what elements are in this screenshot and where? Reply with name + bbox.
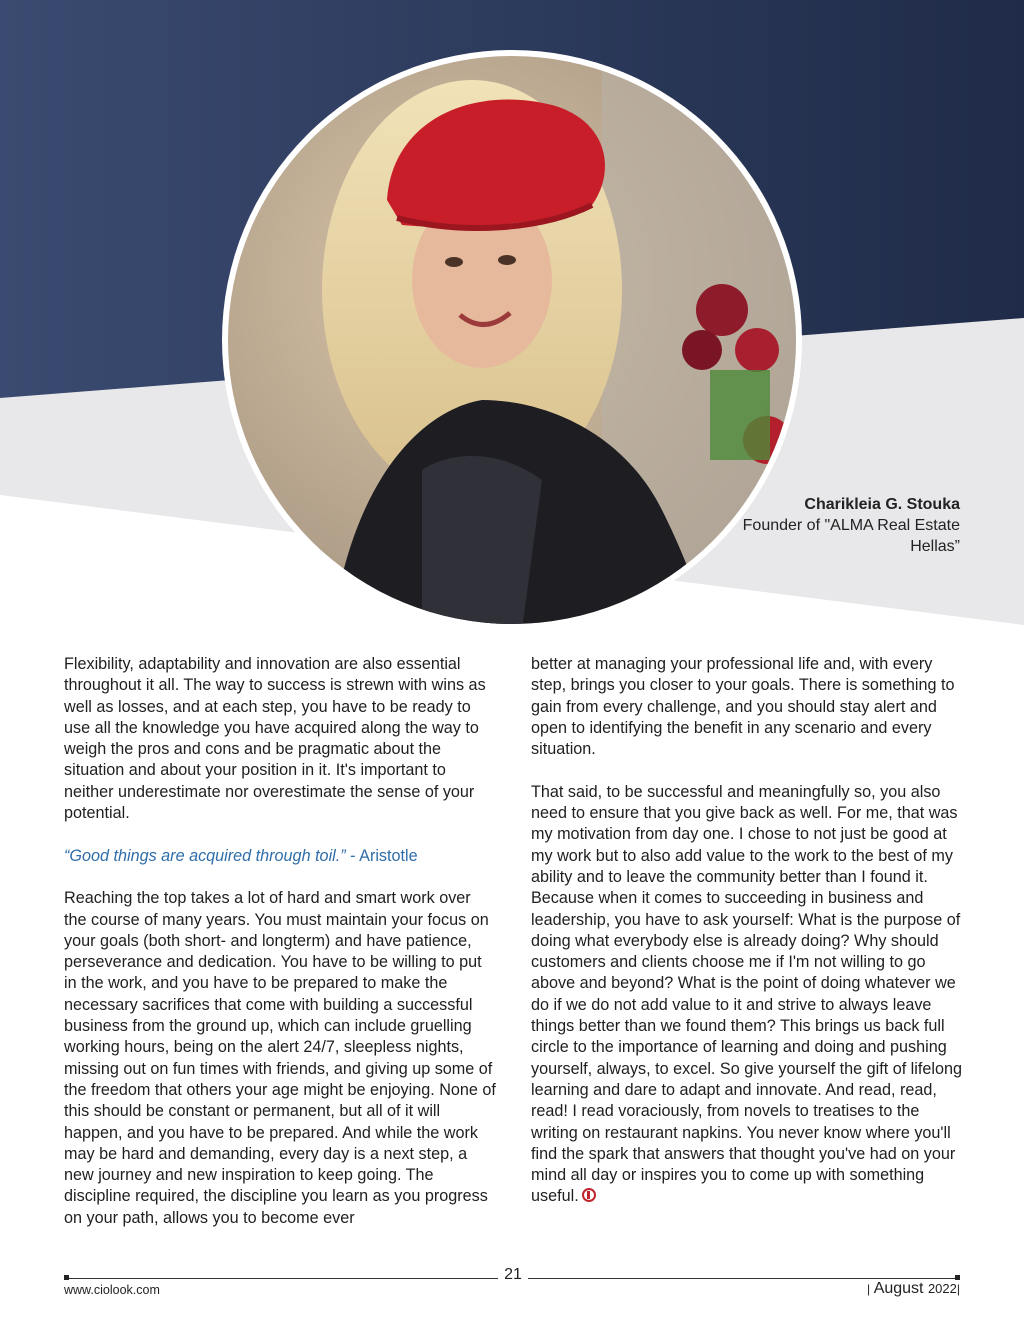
- article-paragraph-final: [531, 782, 963, 1208]
- article-paragraph: Flexibility, adaptability and innovation are also essential throughout it all. The way to success is strewn with wins as well as losses, and at each step, you have to be ready to use all the knowledge you have acquired along the way to weigh the pros and cons and be pragmatic about the situation and about your position in it. It's important to neither underestimate nor overestimate the sense of your potential.: [64, 655, 486, 823]
- issue-bar-left: |: [867, 1282, 871, 1296]
- issue-date: [867, 1280, 960, 1298]
- issue-bar-right: |: [956, 1282, 960, 1296]
- article-paragraph: better at managing your professional life and, with every step, brings you closer to your goals. There is something to gain from every challenge, and you should stay alert and open to identifying the benefit in any scenario and every situation.: [531, 655, 955, 759]
- issue-year: 2022: [927, 1281, 957, 1296]
- quote-author: - Aristotle: [345, 846, 418, 865]
- portrait-caption: [700, 494, 960, 557]
- website-link[interactable]: www.ciolook.com: [64, 1283, 160, 1297]
- footer-rule-end-left: [64, 1275, 69, 1280]
- issue-month: August: [873, 1280, 924, 1297]
- article-paragraph: Reaching the top takes a lot of hard and smart work over the course of many years. You must maintain your focus on your goals (both short- and longterm) and have patience, perseverance and dedication. You have to be willing to put in the work, and you have to be prepared to make the necessary sacrifices that come with building a successful business from the ground up, which can include gruelling working hours, being on the alert 24/7, sleepless nights, missing out on fun times with friends, and giving up some of the freedom that others your age might be enjoying. None of this should be constant or permanent, but all of it will happen, and you have to be prepared. And while the work may be hard and demanding, every day is a next step, a new journey and new inspiration to keep going. The discipline required, the discipline you learn as you progress on your path, allows you to become ever: [64, 889, 496, 1227]
- article-left-column: [64, 654, 496, 1250]
- page-number: 21: [498, 1266, 528, 1284]
- profile-name: Charikleia G. Stouka: [804, 496, 960, 513]
- article-right-column: [531, 654, 963, 1229]
- pull-quote: [64, 846, 496, 867]
- article-paragraph: That said, to be successful and meaningfully so, you also need to ensure that you give back as well. For me, that was my motivation from day one. I chose to not just be good at my work but to also add value to the work to the best of my ability and to leave the community better than I found it. Because when it comes to succeeding in business and leadership, you have to ask yourself: What is the purpose of doing what everybody else is already doing? Why should customers and clients choose me if I'm not willing to go above and beyond? What is the point of doing whatever we do if we do not add value to it and strive to always leave things better than we found them? This brings us back full circle to the importance of learning and doing and pushing yourself, always, to excel. So give yourself the gift of lifelong learning and dare to adapt and innovate. And read, read, read! I read voraciously, from novels to treatises to the writing on restaurant napkins. You never know where you'll find the spark that answers that thought you've had on your mind all day or inspires you to come up with something useful.: [531, 782, 962, 1206]
- end-of-article-icon: [582, 1188, 596, 1202]
- profile-title: Founder of "ALMA Real Estate Hellas”: [742, 517, 960, 555]
- quote-text: “Good things are acquired through toil.”: [64, 846, 346, 865]
